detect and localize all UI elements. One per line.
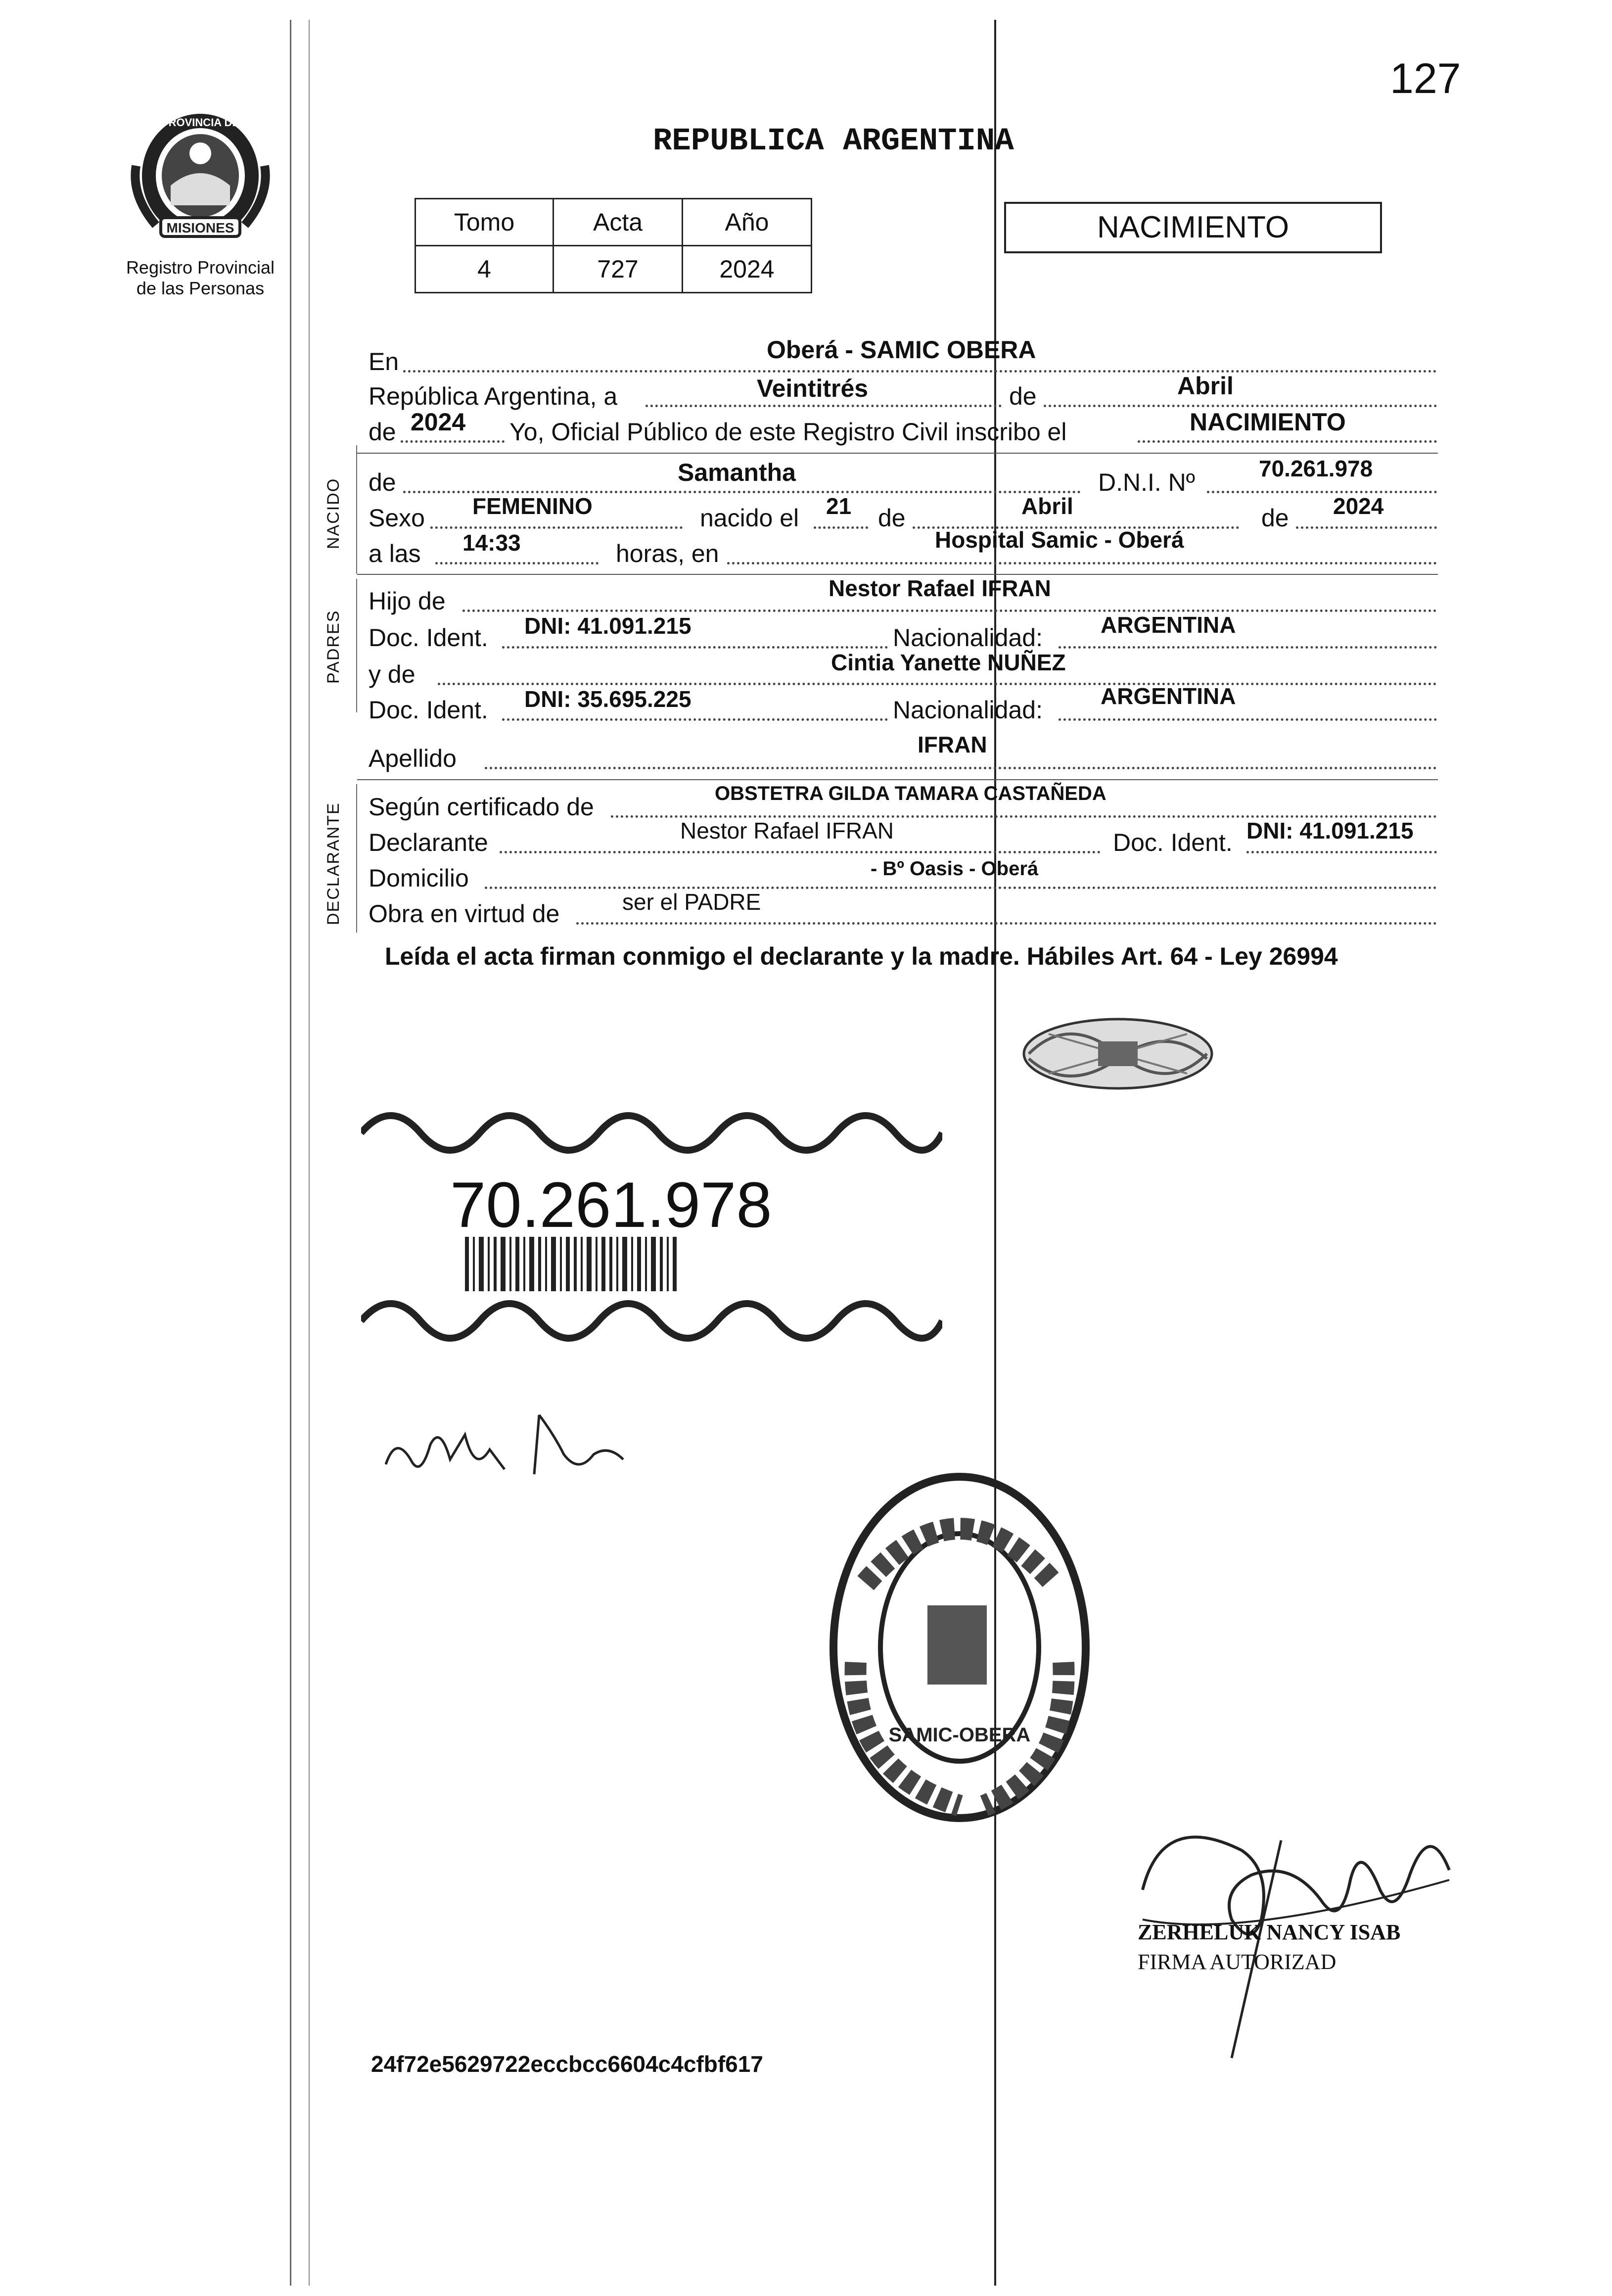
- dots-line-5a: [430, 526, 683, 529]
- declarant-doc-label: Doc. Ident.: [1113, 829, 1233, 856]
- mother-value: Cintia Yanette NUÑEZ: [831, 650, 1066, 675]
- mother-doc-label: Doc. Ident.: [368, 696, 488, 724]
- rule-born-top: [357, 453, 1438, 454]
- born-place-value: Hospital Samic - Oberá: [935, 527, 1184, 553]
- mother-nac-label: Nacionalidad:: [893, 696, 1043, 724]
- certificate-value: OBSTETRA GILDA TAMARA CASTAÑEDA: [715, 783, 1106, 804]
- nacido-label: nacido el: [700, 504, 799, 532]
- page-number: 127: [1390, 55, 1461, 102]
- year-prefix-label: de: [368, 418, 396, 446]
- a-las-label: a las: [368, 540, 421, 567]
- record-header-ano: Año: [683, 199, 812, 246]
- act-de-label: de: [1009, 382, 1037, 410]
- dots-line-13b: [1246, 851, 1437, 853]
- officer-signature: [1133, 1791, 1489, 2068]
- born-day-value: 21: [826, 493, 852, 519]
- record-value-ano: 2024: [683, 246, 812, 293]
- dots-line-5d: [1296, 526, 1437, 529]
- declarant-signature: [376, 1405, 643, 1494]
- father-value: Nestor Rafael IFRAN: [829, 575, 1051, 601]
- record-header-tomo: Tomo: [415, 199, 553, 246]
- dots-line-7: [462, 609, 1437, 612]
- mother-nationality-value: ARGENTINA: [1101, 683, 1236, 709]
- father-doc-label: Doc. Ident.: [368, 624, 488, 652]
- dots-line-3b: [1138, 440, 1437, 443]
- born-name-value: Samantha: [678, 459, 796, 486]
- side-label-declarante: DECLARANTE: [324, 802, 343, 925]
- record-value-acta: 727: [553, 246, 683, 293]
- horas-label: horas, en: [616, 540, 719, 567]
- closing-text: Leída el acta firman conmigo el declarante y la madre. Hábiles Art. 64 - Ley 26994: [385, 942, 1338, 970]
- father-doc-value: DNI: 41.091.215: [524, 613, 691, 639]
- mother-doc-value: DNI: 35.695.225: [524, 686, 691, 712]
- dots-line-2b: [1044, 405, 1437, 407]
- dots-line-6b: [727, 562, 1437, 564]
- born-year-value: 2024: [1333, 493, 1384, 519]
- en-label: En: [368, 348, 399, 375]
- official-stamp: [821, 1464, 1098, 1830]
- apellido-label: Apellido: [368, 745, 457, 772]
- logo-ring-text: PROVINCIA DE: [161, 116, 240, 129]
- dots-line-8b: [1059, 646, 1437, 649]
- officer-name: ZERHELUK NANCY ISAB: [1138, 1920, 1401, 1944]
- obra-value: ser el PADRE: [622, 889, 761, 915]
- born-month-value: Abril: [1021, 493, 1073, 519]
- father-nac-label: Nacionalidad:: [893, 624, 1043, 652]
- declarante-bracket: [356, 784, 357, 933]
- dots-line-13a: [500, 851, 1101, 853]
- padres-bracket: [356, 579, 357, 712]
- record-header-acta: Acta: [553, 199, 683, 246]
- dni-label: D.N.I. Nº: [1098, 469, 1196, 496]
- born-dni-value: 70.261.978: [1259, 456, 1373, 481]
- record-table: [415, 198, 812, 293]
- time-value: 14:33: [462, 530, 521, 556]
- born-de-label-3: de: [1261, 504, 1289, 532]
- document-title: REPUBLICA ARGENTINA: [653, 124, 1014, 159]
- officer-caption: FIRMA AUTORIZAD: [1138, 1950, 1336, 1974]
- margin-line-right: [309, 20, 310, 2286]
- y-de-label: y de: [368, 660, 415, 688]
- barcode-label: [361, 1088, 942, 1346]
- cert-label: Según certificado de: [368, 793, 594, 821]
- dots-line-3a: [401, 440, 505, 443]
- dots-line-10b: [1059, 718, 1437, 721]
- inscribe-type-value: NACIMIENTO: [1190, 408, 1346, 436]
- declarant-name-value: Nestor Rafael IFRAN: [680, 818, 894, 843]
- margin-line-left: [290, 20, 291, 2286]
- stamp-center-text: SAMIC-OBERA: [888, 1724, 1031, 1746]
- dots-line-1: [403, 370, 1437, 373]
- sexo-label: Sexo: [368, 504, 425, 532]
- document-hash: 24f72e5629722eccbcc6604c4cfbf617: [371, 2051, 763, 2077]
- domicilio-value: - Bº Oasis - Oberá: [871, 858, 1039, 880]
- dots-line-10a: [502, 718, 888, 721]
- dots-line-8a: [502, 646, 888, 649]
- dots-line-11: [485, 767, 1437, 769]
- security-seal: [1019, 1004, 1217, 1103]
- born-de-label-2: de: [878, 504, 906, 532]
- hijo-label: Hijo de: [368, 587, 446, 615]
- dots-line-4b: [1207, 491, 1437, 493]
- declarant-doc-value: DNI: 41.091.215: [1246, 818, 1414, 843]
- day-text-value: Veintitrés: [757, 375, 869, 402]
- nacido-bracket: [356, 445, 357, 574]
- logo-caption-2: de las Personas: [136, 278, 265, 298]
- father-nationality-value: ARGENTINA: [1101, 612, 1236, 638]
- apellido-value: IFRAN: [918, 732, 987, 757]
- province-logo: [126, 106, 275, 250]
- record-value-tomo: 4: [415, 246, 553, 293]
- rule-parents-top: [357, 574, 1438, 575]
- logo-caption-1: Registro Provincial: [126, 257, 275, 278]
- born-de-label: de: [368, 469, 396, 496]
- declarante-label: Declarante: [368, 829, 488, 856]
- dots-line-2a: [645, 405, 1002, 407]
- domicilio-label: Domicilio: [368, 864, 469, 892]
- logo-banner-text: MISIONES: [166, 220, 234, 235]
- record-type-label: NACIMIENTO: [1097, 210, 1290, 244]
- place-value: Oberá - SAMIC OBERA: [767, 336, 1036, 364]
- dots-line-5b: [814, 526, 868, 529]
- dots-line-6a: [435, 562, 599, 564]
- dots-line-15: [576, 922, 1437, 925]
- act-year-value: 2024: [411, 408, 466, 436]
- republica-label: República Argentina, a: [368, 382, 618, 410]
- side-label-padres: PADRES: [324, 609, 343, 684]
- month-text-value: Abril: [1177, 372, 1234, 400]
- record-type-box: [1004, 202, 1382, 253]
- side-label-nacido: NACIDO: [324, 477, 343, 549]
- barcode-number: 70.261.978: [450, 1169, 772, 1241]
- dots-line-9: [438, 683, 1437, 685]
- sexo-value: FEMENINO: [472, 493, 593, 519]
- obra-label: Obra en virtud de: [368, 900, 560, 928]
- officer-text: Yo, Oficial Público de este Registro Civil inscribo el: [509, 418, 1067, 446]
- rule-declarant-top: [357, 779, 1438, 780]
